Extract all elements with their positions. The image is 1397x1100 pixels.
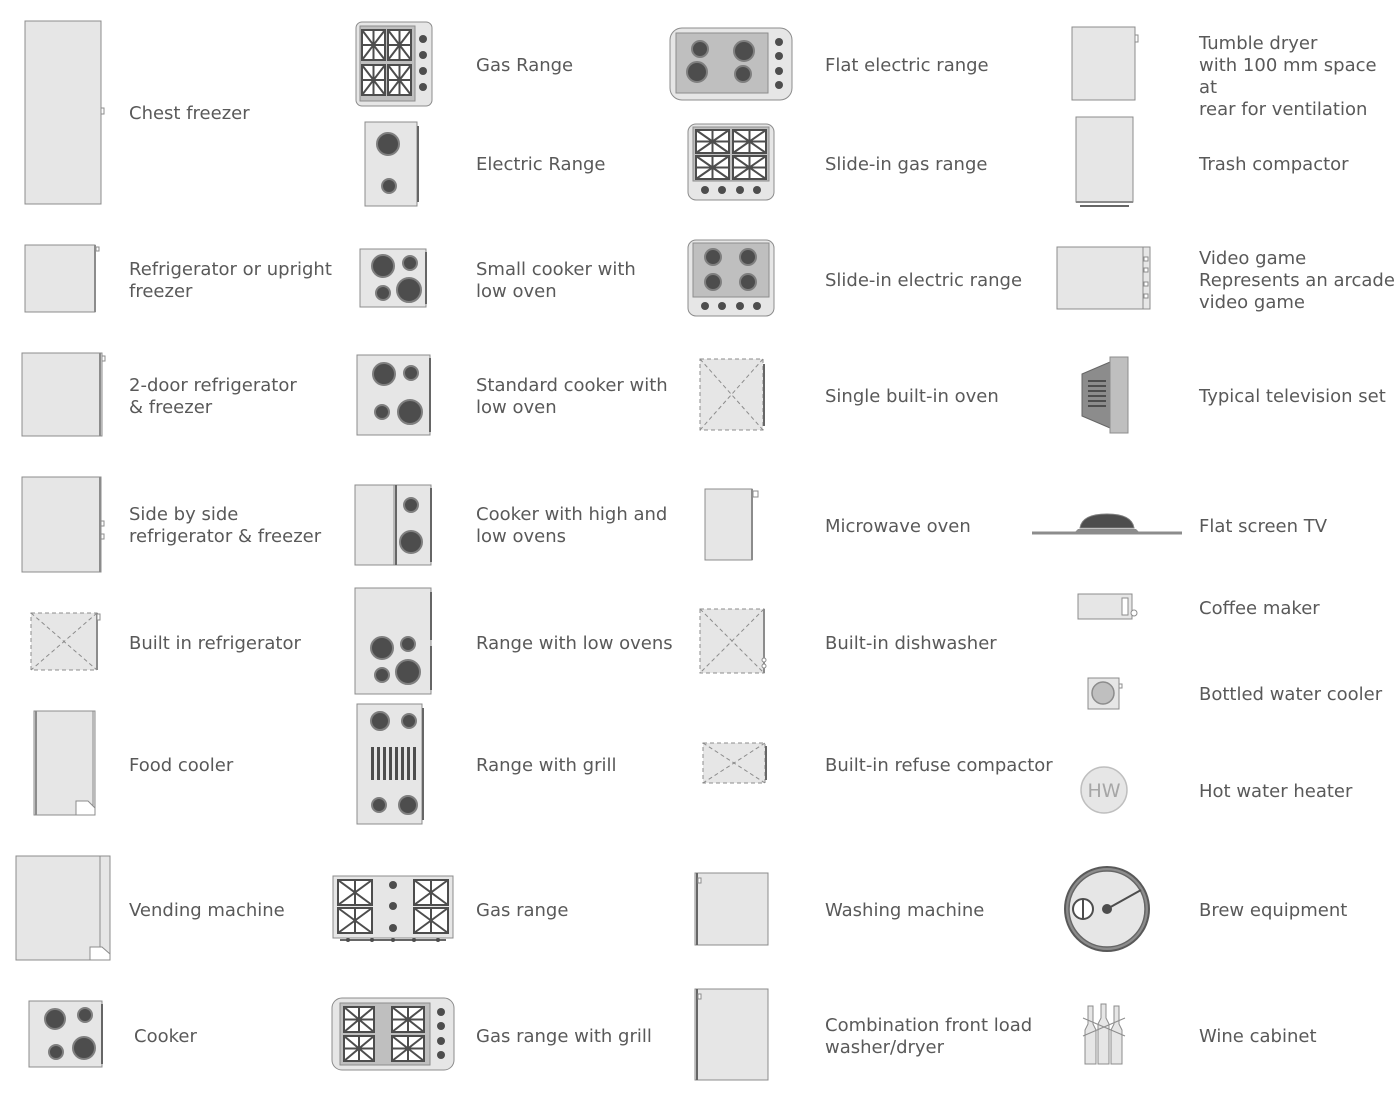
label-side-by-side-refrigerator: Side by side refrigerator & freezer [129, 504, 322, 547]
label-vending-machine: Vending machine [129, 900, 285, 921]
standard-cooker-low-oven-symbol [352, 350, 438, 440]
hot-water-heater-symbol [1076, 762, 1132, 818]
microwave-oven-symbol [700, 484, 766, 564]
two-door-refrigerator-symbol [16, 348, 108, 442]
range-low-ovens-symbol [350, 584, 438, 698]
label-slide-in-electric-range: Slide-in electric range [825, 270, 1023, 291]
label-brew-equipment: Brew equipment [1199, 900, 1348, 921]
label-tumble-dryer: Tumble dryer with 100 mm space at rear for ventilation [1199, 33, 1377, 120]
hot-water-heater-text: HW [1087, 780, 1121, 802]
cooker-symbol [24, 996, 110, 1072]
label-built-in-dishwasher: Built-in dishwasher [825, 633, 997, 654]
label-cooker-high-low-ovens: Cooker with high and low ovens [476, 504, 668, 547]
label-range-with-grill: Range with grill [476, 755, 617, 776]
label-gas-range-with-grill: Gas range with grill [476, 1026, 652, 1047]
chest-freezer-symbol [20, 18, 110, 208]
flat-screen-tv-symbol [1028, 506, 1186, 542]
label-two-door-refrigerator: 2-door refrigerator & freezer [129, 375, 297, 418]
label-washing-machine: Washing machine [825, 900, 985, 921]
gas-range-symbol [352, 18, 436, 110]
label-hot-water-heater: Hot water heater [1199, 781, 1353, 802]
label-combination-washer-dryer: Combination front load washer/dryer [825, 1015, 1033, 1058]
washing-machine-symbol [690, 868, 774, 952]
built-in-refrigerator-symbol [26, 608, 106, 676]
electric-range-symbol [360, 118, 426, 210]
label-built-in-refuse-compactor: Built-in refuse compactor [825, 755, 1053, 776]
label-single-built-in-oven: Single built-in oven [825, 386, 999, 407]
side-by-side-refrigerator-symbol [16, 472, 110, 576]
tumble-dryer-symbol [1066, 22, 1144, 104]
built-in-refuse-compactor-symbol [698, 738, 772, 788]
label-wine-cabinet: Wine cabinet [1199, 1026, 1317, 1047]
label-refrigerator-upright-freezer: Refrigerator or upright freezer [129, 259, 332, 302]
brew-equipment-symbol [1060, 862, 1154, 956]
slide-in-gas-range-symbol [684, 120, 780, 206]
coffee-maker-symbol [1072, 588, 1144, 624]
combination-washer-dryer-symbol [690, 984, 774, 1086]
trash-compactor-symbol [1070, 112, 1140, 212]
label-small-cooker-low-oven: Small cooker with low oven [476, 259, 636, 302]
refrigerator-upright-freezer-symbol [20, 240, 106, 318]
typical-television-set-symbol [1074, 352, 1134, 438]
label-gas-range: Gas Range [476, 55, 574, 76]
label-built-in-refrigerator: Built in refrigerator [129, 633, 301, 654]
food-cooler-symbol [26, 706, 102, 820]
single-built-in-oven-symbol [694, 354, 770, 436]
label-trash-compactor: Trash compactor [1199, 154, 1349, 175]
label-bottled-water-cooler: Bottled water cooler [1199, 684, 1383, 705]
label-electric-range: Electric Range [476, 154, 606, 175]
flat-electric-range-symbol [666, 24, 798, 104]
label-food-cooler: Food cooler [129, 755, 234, 776]
wine-cabinet-symbol [1080, 1000, 1130, 1070]
built-in-dishwasher-symbol [694, 604, 772, 680]
label-typical-television-set: Typical television set [1199, 386, 1386, 407]
label-chest-freezer: Chest freezer [129, 103, 250, 124]
gas-range-2-symbol [328, 870, 458, 946]
range-with-grill-symbol [352, 700, 428, 828]
bottled-water-cooler-symbol [1082, 672, 1126, 716]
small-cooker-low-oven-symbol [354, 244, 434, 312]
label-range-low-ovens: Range with low ovens [476, 633, 673, 654]
label-gas-range-2: Gas range [476, 900, 569, 921]
label-slide-in-gas-range: Slide-in gas range [825, 154, 988, 175]
label-flat-screen-tv: Flat screen TV [1199, 516, 1328, 537]
gas-range-with-grill-symbol [328, 994, 458, 1074]
slide-in-electric-range-symbol [684, 236, 780, 322]
video-game-symbol [1052, 242, 1156, 314]
label-video-game: Video game Represents an arcade video game [1199, 248, 1395, 313]
cooker-high-low-ovens-symbol [350, 480, 438, 570]
label-standard-cooker-low-oven: Standard cooker with low oven [476, 375, 668, 418]
label-cooker: Cooker [134, 1026, 197, 1047]
label-microwave-oven: Microwave oven [825, 516, 971, 537]
label-coffee-maker: Coffee maker [1199, 598, 1320, 619]
vending-machine-symbol [10, 850, 116, 966]
label-flat-electric-range: Flat electric range [825, 55, 989, 76]
